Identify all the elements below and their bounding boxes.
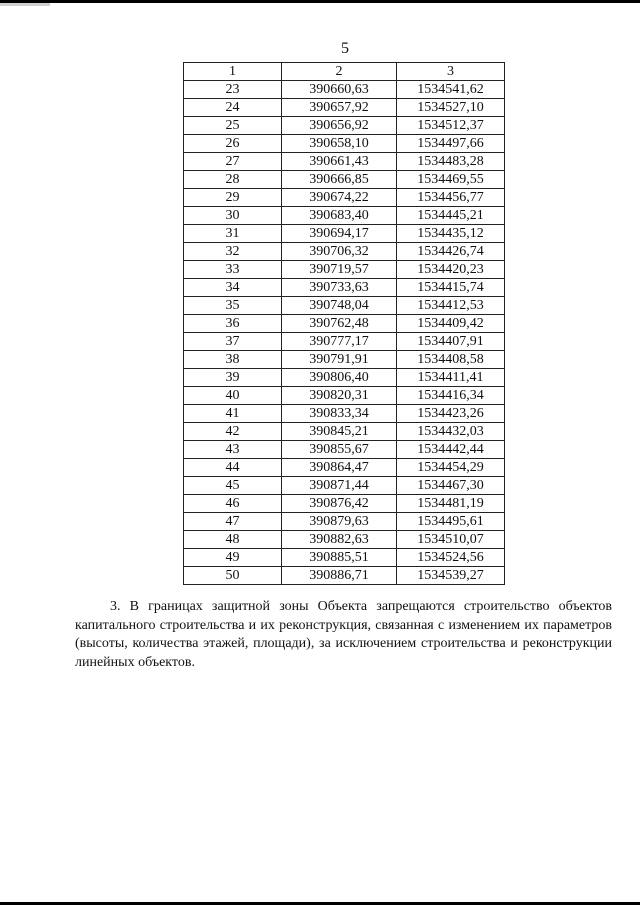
table-row [184,531,505,549]
cell-point-number: 38 [184,351,282,369]
cell-point-number: 40 [184,387,282,405]
cell-coordinate-y: 1534423,26 [397,405,505,423]
table-row [184,135,505,153]
cell-point-number: 29 [184,189,282,207]
cell-point-number: 48 [184,531,282,549]
cell-coordinate-x: 390656,92 [282,117,397,135]
cell-coordinate-y: 1534415,74 [397,279,505,297]
cell-coordinate-y: 1534454,29 [397,459,505,477]
cell-coordinate-y: 1534411,41 [397,369,505,387]
cell-point-number: 41 [184,405,282,423]
cell-coordinate-y: 1534541,62 [397,81,505,99]
cell-coordinate-y: 1534456,77 [397,189,505,207]
table-row [184,297,505,315]
cell-point-number: 25 [184,117,282,135]
cell-coordinate-x: 390762,48 [282,315,397,333]
cell-point-number: 46 [184,495,282,513]
table-row [184,333,505,351]
cell-coordinate-y: 1534435,12 [397,225,505,243]
cell-coordinate-x: 390871,44 [282,477,397,495]
cell-coordinate-y: 1534412,53 [397,297,505,315]
cell-coordinate-y: 1534524,56 [397,549,505,567]
table-row [184,405,505,423]
cell-point-number: 30 [184,207,282,225]
table-row [184,477,505,495]
restriction-paragraph [75,598,612,672]
cell-coordinate-x: 390661,43 [282,153,397,171]
table-row [184,117,505,135]
table-row [184,207,505,225]
table-row [184,99,505,117]
cell-coordinate-y: 1534497,66 [397,135,505,153]
cell-coordinate-y: 1534527,10 [397,99,505,117]
cell-coordinate-x: 390666,85 [282,171,397,189]
cell-coordinate-x: 390855,67 [282,441,397,459]
cell-coordinate-y: 1534409,42 [397,315,505,333]
cell-point-number: 37 [184,333,282,351]
table-row [184,351,505,369]
header-point-number: 1 [184,63,282,81]
cell-point-number: 24 [184,99,282,117]
page-number: 5 [341,40,349,57]
table-row [184,243,505,261]
table-row [184,81,505,99]
cell-point-number: 34 [184,279,282,297]
cell-coordinate-y: 1534467,30 [397,477,505,495]
cell-point-number: 45 [184,477,282,495]
table-row [184,171,505,189]
cell-point-number: 26 [184,135,282,153]
cell-coordinate-x: 390748,04 [282,297,397,315]
cell-point-number: 23 [184,81,282,99]
cell-point-number: 27 [184,153,282,171]
header-coordinate-x: 2 [282,63,397,81]
table-header [184,63,505,81]
cell-coordinate-x: 390882,63 [282,531,397,549]
cell-coordinate-x: 390719,57 [282,261,397,279]
cell-point-number: 43 [184,441,282,459]
cell-coordinate-y: 1534483,28 [397,153,505,171]
cell-point-number: 47 [184,513,282,531]
cell-point-number: 42 [184,423,282,441]
cell-coordinate-x: 390777,17 [282,333,397,351]
cell-point-number: 36 [184,315,282,333]
cell-coordinate-y: 1534481,19 [397,495,505,513]
cell-coordinate-x: 390733,63 [282,279,397,297]
cell-coordinate-y: 1534420,23 [397,261,505,279]
table-body [184,81,505,585]
cell-coordinate-y: 1534408,58 [397,351,505,369]
cell-point-number: 44 [184,459,282,477]
table-row [184,261,505,279]
cell-coordinate-x: 390864,47 [282,459,397,477]
cell-coordinate-y: 1534432,03 [397,423,505,441]
cell-coordinate-x: 390657,92 [282,99,397,117]
cell-coordinate-x: 390683,40 [282,207,397,225]
table-row [184,423,505,441]
cell-point-number: 50 [184,567,282,585]
table-row [184,279,505,297]
table-row [184,225,505,243]
table-row [184,567,505,585]
cell-coordinate-y: 1534495,61 [397,513,505,531]
cell-point-number: 31 [184,225,282,243]
table-row [184,189,505,207]
cell-coordinate-x: 390833,34 [282,405,397,423]
scan-edge-top [0,0,640,3]
cell-point-number: 39 [184,369,282,387]
cell-coordinate-y: 1534445,21 [397,207,505,225]
cell-coordinate-x: 390885,51 [282,549,397,567]
restriction-paragraph-text: 3. В границах защитной зоны Объекта запрещаются строительство объектов капитального строительства и их реконструкция, связанная с изменением их параметров (высоты, количества этажей, площади), за исключением строительства и реконструкции линейных объектов. [75,599,612,670]
table-row [184,315,505,333]
cell-coordinate-y: 1534510,07 [397,531,505,549]
table-row [184,441,505,459]
cell-coordinate-y: 1534442,44 [397,441,505,459]
table-row [184,369,505,387]
cell-point-number: 32 [184,243,282,261]
table-row [184,495,505,513]
cell-coordinate-x: 390660,63 [282,81,397,99]
cell-coordinate-x: 390820,31 [282,387,397,405]
cell-coordinate-y: 1534469,55 [397,171,505,189]
cell-coordinate-x: 390886,71 [282,567,397,585]
cell-coordinate-y: 1534426,74 [397,243,505,261]
cell-coordinate-x: 390694,17 [282,225,397,243]
table-header-row [184,63,505,81]
cell-coordinate-x: 390658,10 [282,135,397,153]
cell-coordinate-x: 390706,32 [282,243,397,261]
cell-coordinate-y: 1534416,34 [397,387,505,405]
cell-coordinate-y: 1534512,37 [397,117,505,135]
cell-coordinate-x: 390879,63 [282,513,397,531]
cell-coordinate-x: 390845,21 [282,423,397,441]
cell-point-number: 49 [184,549,282,567]
cell-point-number: 28 [184,171,282,189]
cell-coordinate-y: 1534407,91 [397,333,505,351]
coordinates-table [183,62,505,585]
table-row [184,153,505,171]
header-coordinate-y: 3 [397,63,505,81]
cell-coordinate-x: 390791,91 [282,351,397,369]
cell-point-number: 33 [184,261,282,279]
table-row [184,387,505,405]
cell-coordinate-x: 390876,42 [282,495,397,513]
cell-coordinate-x: 390674,22 [282,189,397,207]
cell-point-number: 35 [184,297,282,315]
table-row [184,549,505,567]
table-row [184,459,505,477]
table-row [184,513,505,531]
scan-edge-shadow [0,3,50,6]
cell-coordinate-x: 390806,40 [282,369,397,387]
cell-coordinate-y: 1534539,27 [397,567,505,585]
